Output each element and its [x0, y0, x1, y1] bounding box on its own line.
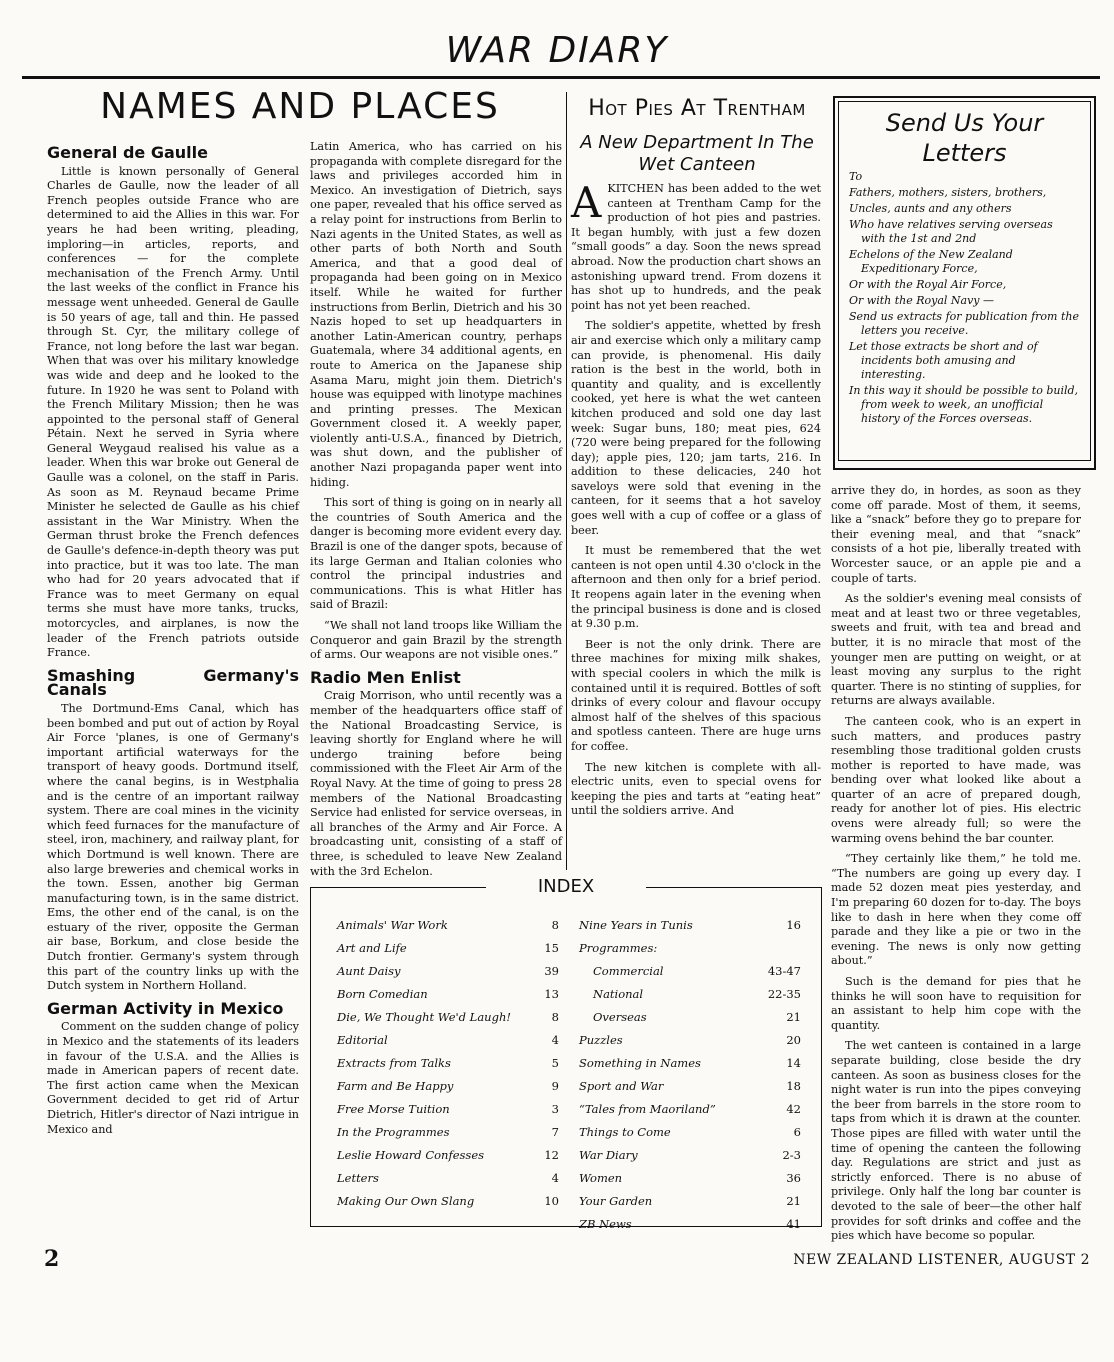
canals-text: The Dortmund-Ems Canal, which has been bombed and put out of action by Royal Air Force 'planes, is one of Germany's important artificial waterways for the transport of heavy goods. Dortmund itself, where the canal begins, is in Westphalia and is the centre of an important railway system. There are coal mines in the vicinity which feed furnaces for the manufacture of steel, iron, machinery, and railway plant, for which Dortmund is well known. There are also large breweries and chemical works in the town. Essen, another big German manufacturing town, is in the same district. Ems, the other end of the canal, is on the estuary of the river, opposite the German air base, Borkum, and close beside the Dutch frontier. Germany's system through this part of the country links up with the Dutch system in Northern Holland.	[47, 701, 299, 993]
pies-r3: The canteen cook, who is an expert in such matters, and produces pastry resembling those traditional golden crusts mother is reported to have made, was bending over what looked like about a quarter of an acre of prepared dough, ready for another lot of pies. His electric ovens were already full; so were the warming ovens behind the bar counter.	[831, 714, 1081, 845]
pies-r5: Such is the demand for pies that he thinks he will soon have to requisition for an assistant to help him cope with the quantity.	[831, 975, 1081, 1032]
index-entry: ZB News 41	[579, 1217, 801, 1231]
letters-line: Let those extracts be short and of incidents both amusing and interesting.	[849, 340, 1038, 381]
index-entry: Letters 4	[337, 1171, 559, 1185]
index-entry: Born Comedian 13	[337, 987, 559, 1001]
header-rule	[22, 76, 1100, 79]
index-entry: Something in Names 14	[579, 1056, 801, 1070]
column-2	[310, 140, 563, 878]
index-entry: Animals' War Work 8	[337, 918, 559, 932]
index-entry: War Diary 2-3	[579, 1148, 801, 1162]
index-entry: Die, We Thought We'd Laugh! 8	[337, 1010, 559, 1024]
index-entry: Leslie Howard Confesses 12	[337, 1148, 559, 1162]
pies-p1: KITCHEN has been added to the wet canteen at Trentham Camp for the production of hot pies and pastries. It began humbly, with just a few dozen “small goods” a day. Soon the news spread abroad. Now the production chart shows an astonishing upward trend. From dozens it has shot up to hundreds, and the peak point has not yet been reached.	[571, 182, 821, 312]
pies-p3: It must be remembered that the wet canteen is not open until 4.30 o'clock in the afternoon and then only for a brief period. It reopens again later in the evening when the principal business is done and is closed at 9.30 p.m.	[571, 544, 821, 631]
index-entry: Your Garden 21	[579, 1194, 801, 1208]
letters-box	[833, 96, 1096, 470]
publication-footer: NEW ZEALAND LISTENER, AUGUST 2	[793, 1252, 1090, 1268]
mexico-text: Comment on the sudden change of policy in Mexico and the statements of its leaders in favour of the U.S.A. and the Allies is made in American papers of recent date. The first action came when the Mexican Government decided to get rid of Artur Dietrich, Hitler's director of Nazi intrigue in Mexico and	[47, 1020, 299, 1136]
pies-column	[571, 178, 821, 872]
drop-cap: A	[571, 178, 602, 227]
index-entry: Editorial 4	[337, 1033, 559, 1047]
column-divider	[566, 92, 567, 870]
pies-continued-column	[831, 484, 1081, 1243]
column-1	[47, 138, 299, 1228]
index-entry: Commercial 43-47	[593, 964, 801, 978]
letters-line: Who have relatives serving overseas with the 1st and 2nd	[849, 218, 1053, 245]
letters-line: To	[849, 170, 863, 183]
index-left-list	[337, 914, 559, 1213]
index-entry: Farm and Be Happy 9	[337, 1079, 559, 1093]
index-entry: Art and Life 15	[337, 941, 559, 955]
index-box	[310, 888, 822, 1231]
pies-r2: As the soldier's evening meal consists of meat and at least two or three vegetables, sweets and fruit, with tea and bread and butter, it is no miracle that most of the younger men are putting on weight, or at least moving any surplus to the right quarter. There is no stinting of supplies, for returns are always available.	[831, 592, 1081, 708]
radio-text: Craig Morrison, who until recently was a member of the headquarters office staff of the National Broadcasting Service, is leaving shortly for England where he will undergo training before being commissioned with the Fleet Air Arm of the Royal Navy. At the time of going to press 28 members of the National Broadcasting Service had enlisted for service overseas, in all branches of the Army and Air Force. A broadcasting unit, consisting of a staff of three, is scheduled to leave New Zealand with the 3rd Echelon.	[310, 689, 562, 878]
canals-heading: Smashing Germany's Canals	[47, 665, 299, 700]
index-title: INDEX	[537, 876, 595, 897]
index-entry: In the Programmes 7	[337, 1125, 559, 1139]
mexico-heading: German Activity in Mexico	[47, 998, 284, 1018]
page-header-title: WAR DIARY	[445, 30, 669, 71]
letters-line: Or with the Royal Navy —	[849, 294, 995, 307]
mexico-cont-2: This sort of thing is going on in nearly all the countries of South America and the danger is becoming more evident every day. Brazil is one of the danger spots, because of its large German and Italian colonies who control the principal industries and communications. This is what Hitler has said of Brazil:	[310, 496, 562, 612]
pies-p4: Beer is not the only drink. There are three machines for mixing milk shakes, with special coolers in which the milk is contained until it is required. Bottles of soft drinks of every colour and flavour occupy almost half of the shelves of this spacious and spotless canteen. There are huge urns for coffee.	[571, 637, 821, 753]
index-entry: Puzzles 20	[579, 1033, 801, 1047]
pies-r6: The wet canteen is contained in a large separate building, close beside the dry canteen. As soon as business closes for the night water is run into the pipes conveying the beer from barrels in the store room to taps from which it is drawn at the counter. Those pipes are filled with water until the time of opening the canteen the following day. Regulations are strict and just as strictly enforced. There is no abuse of privilege. Only half the long bar counter is devoted to the sale of beer—the other half provides for soft drinks and coffee and the pies which have become so popular.	[831, 1039, 1081, 1243]
letters-line: Fathers, mothers, sisters, brothers,	[849, 186, 1047, 199]
names-places-title: NAMES AND PLACES	[100, 86, 500, 127]
pies-title: Hot Pies At Trentham	[588, 96, 806, 121]
gaulle-heading: General de Gaulle	[47, 143, 208, 162]
index-entry: Extracts from Talks 5	[337, 1056, 559, 1070]
page-number: 2	[44, 1246, 60, 1272]
letters-line: Echelons of the New Zealand Expeditionary Force,	[849, 248, 1013, 275]
index-entry: Free Morse Tuition 3	[337, 1102, 559, 1116]
letters-line: Or with the Royal Air Force,	[849, 278, 1007, 291]
mexico-cont-3: “We shall not land troops like William the Conqueror and gain Brazil by the strength of arms. Our weapons are not visible ones.”	[310, 619, 562, 662]
index-entry: Things to Come 6	[579, 1125, 801, 1139]
pies-p2: The soldier's appetite, whetted by fresh air and exercise which only a military camp can provide, is phenomenal. His daily ration is the best in the world, both in quantity and quality, and is excellently cooked, yet here is what the wet canteen kitchen produced and sold one day last week: Sugar buns, 180; meat pies, 624 (720 were being prepared for the following day); apple pies, 120; jam tarts, 216. In addition to these delicacies, 240 hot saveloys were sold that evening in the canteen, for it seems that a hot saveloy goes well with a cup of coffee or a glass of beer.	[571, 319, 821, 537]
index-entry: Overseas 21	[593, 1010, 801, 1024]
index-entry: “Tales from Maoriland” 42	[579, 1102, 801, 1116]
pies-subtitle: A New Department In The Wet Canteen	[580, 132, 814, 175]
letters-line: Uncles, aunts and any others	[849, 202, 1012, 215]
index-right-list	[579, 914, 801, 1236]
letters-title-1: Send Us Your	[885, 109, 1044, 137]
index-entry: Making Our Own Slang 10	[337, 1194, 559, 1208]
index-entry: Programmes:	[579, 941, 658, 955]
mexico-cont-1: Latin America, who has carried on his propaganda with complete disregard for the laws and privileges accorded him in Mexico. An investigation of Dietrich, says one paper, revealed that his office served as a relay point for instructions from Berlin to Nazi agents in the United States, as well as other parts of both North and South America, and that a good deal of propaganda had been going on in Mexico itself. While he waited for further instructions from Berlin, Dietrich and his 30 Nazis hoped to set up headquarters in another Latin-American country, perhaps Guatemala, where 34 additional agents, en route to America on the Japanese ship Asama Maru, might join them. Dietrich's house was equipped with linotype machines and printing presses. The Mexican Government closed it. A weekly paper, violently anti-U.S.A., financed by Dietrich, was shut down, and the publisher of another Nazi propaganda paper went into hiding.	[310, 140, 563, 489]
letters-line: Send us extracts for publication from the letters you receive.	[849, 310, 1079, 337]
index-entry: Women 36	[579, 1171, 801, 1185]
index-entry: National 22-35	[593, 987, 801, 1001]
pies-p5: The new kitchen is complete with all-electric units, even to special ovens for keeping the pies and tarts at “eating heat” until the soldiers arrive. And	[571, 760, 821, 818]
index-entry: Sport and War 18	[579, 1079, 801, 1093]
index-entry: Nine Years in Tunis 16	[579, 918, 801, 932]
gaulle-text: Little is known personally of General Charles de Gaulle, now the leader of all French peoples outside France who are determined to aid the Allies in this war. For years he had been writing, pleading, imploring—in articles, reports, and conferences — for the complete mechanisation of the French Army. Until the last weeks of the conflict in France his message went unheeded. General de Gaulle is 50 years of age, tall and thin. He passed through St. Cyr, the military college of France, not long before the last war began. When that was over his military knowledge was wide and deep and he looked to the future. In 1920 he was sent to Poland with the French Military Mission; then he was appointed to the personal staff of General Pétain. Next he served in Syria where General Weygaud realised his value as a leader. When this war broke out General de Gaulle was a colonel, on the staff in Paris. As soon as M. Reynaud became Prime Minister he selected de Gaulle as his chief assistant in the War Ministry. When the German thrust broke the French defences de Gaulle's defence-in-depth theory was put into practice, but it was too late. The man who had for 20 years advocated that if France was to meet Germany on equal terms she must have more tanks, trucks, motorcycles, and airplanes, is now the leader of the French patriots outside France.	[47, 164, 299, 660]
radio-heading: Radio Men Enlist	[310, 667, 461, 687]
pies-r1: arrive they do, in hordes, as soon as they come off parade. Most of them, it seems, like a “snack” before they go to prepare for their evening meal, and that “snack” consists of a hot pie, liberally treated with Worcester sauce, or an apple pie and a couple of tarts.	[831, 484, 1081, 585]
index-entry: Aunt Daisy 39	[337, 964, 559, 978]
pies-r4: “They certainly like them,” he told me. “The numbers are going up every day. I made 52 dozen meat pies yesterday, and I'm preparing 60 dozen for to-day. The boys like to dash in here when they come off parade and they like a pie or two in the evening. The news is only now getting about.”	[831, 852, 1081, 968]
letters-title-2: Letters	[922, 139, 1007, 167]
letters-line: In this way it should be possible to build, from week to week, an unofficial history of the Forces overseas.	[849, 384, 1079, 425]
